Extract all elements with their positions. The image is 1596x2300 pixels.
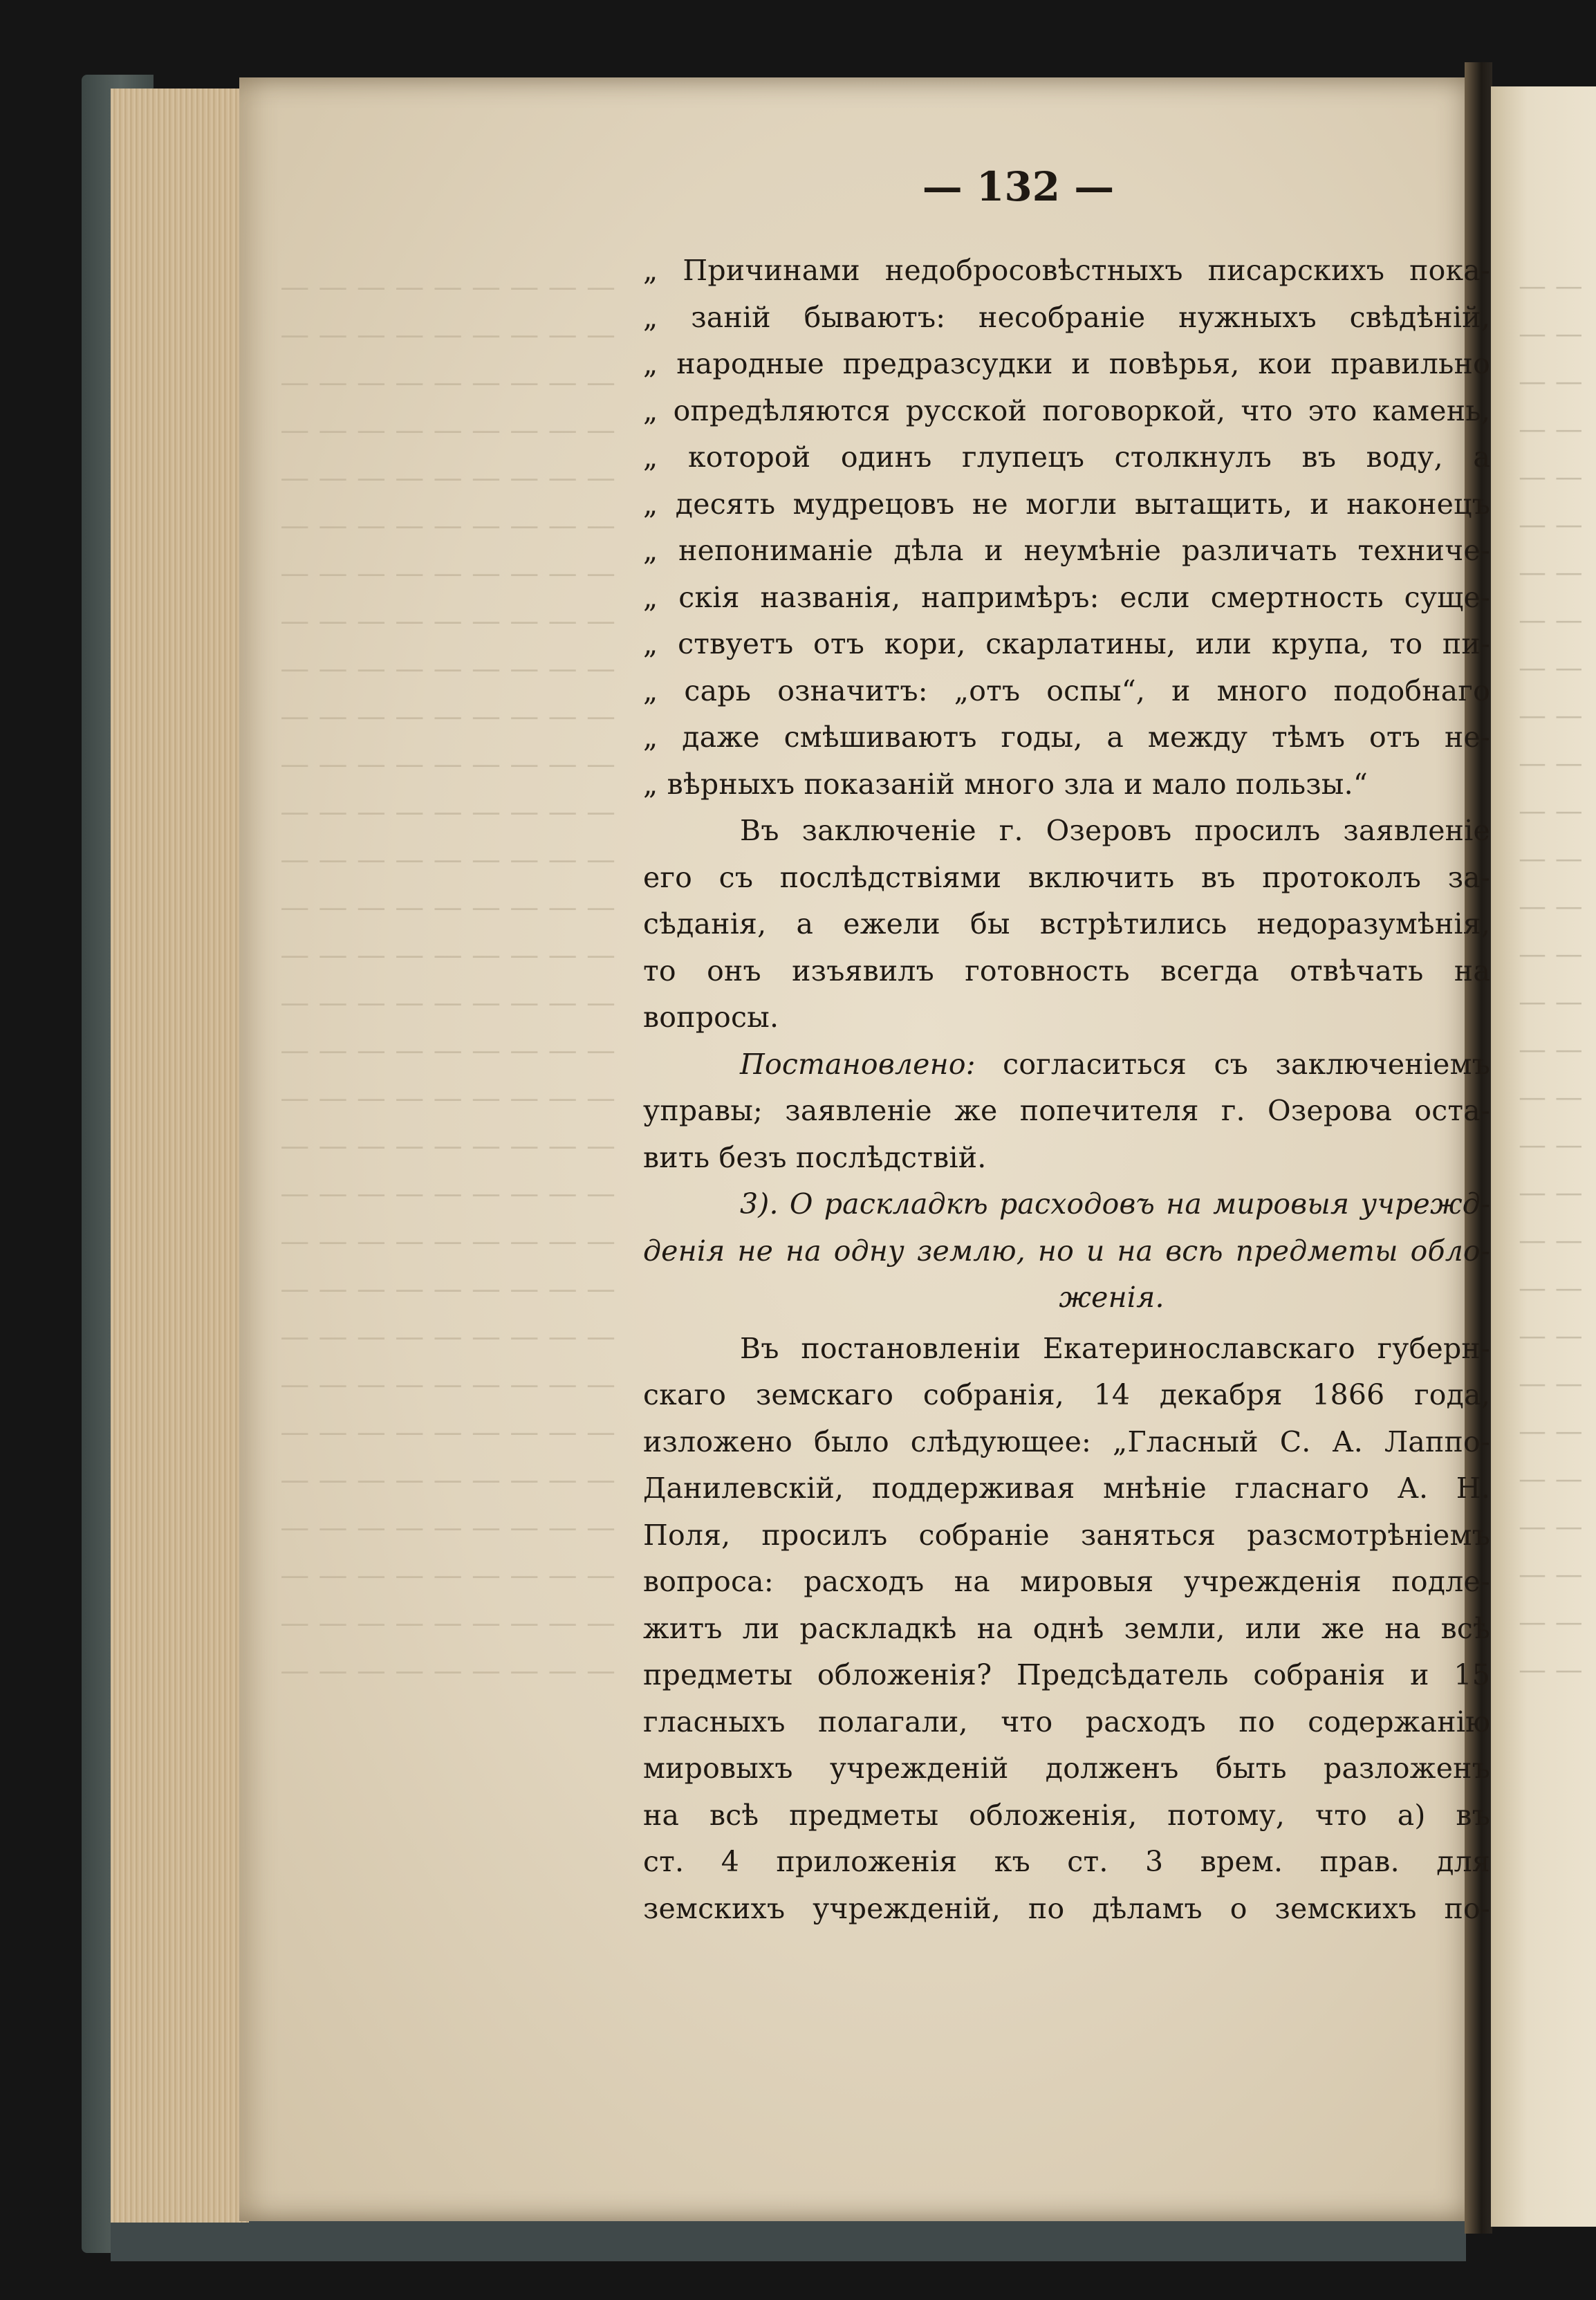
quote-block <box>643 248 1490 808</box>
text-line: гласныхъ полагали, что расходъ по содержанію <box>643 1705 1490 1738</box>
text-line: изложено было слѣдующее: „Гласный С. А. Лаппо- <box>643 1425 1490 1458</box>
text-line: „ десять мудрецовъ не могли вытащить, и наконецъ <box>643 487 1490 521</box>
text-line: вопроса: расходъ на мировыя учрежденія подле- <box>643 1565 1490 1598</box>
text-line: Данилевскій, поддерживая мнѣніе гласнаго А. Н. <box>643 1472 1490 1505</box>
page-edges <box>111 89 249 2223</box>
text-line: „ Причинами недобросовѣстныхъ писарскихъ пока- <box>643 254 1490 287</box>
text-line: Поля, просилъ собраніе заняться разсмотрѣніемъ <box>643 1518 1490 1552</box>
text-line: „ непониманіе дѣла и неумѣніе различать техниче- <box>643 534 1490 567</box>
next-page-bleed-text: — — — — — — — — — — — — — — — — — — — — — — — — — — — — — — — — — — — — — — — — — — — — — — — — — — — — — — — — — — — — <box>1519 270 1583 1686</box>
text-line: управы; заявленіе же попечителя г. Озерова оста- <box>643 1094 1490 1127</box>
text-line: скаго земскаго собранія, 14 декабря 1866 года, <box>643 1378 1490 1411</box>
page-text <box>643 163 1490 1932</box>
text-line: вопросы. <box>643 1001 779 1034</box>
text-line: „ скія названія, напримѣръ: если смертность суще- <box>643 580 1490 614</box>
resolution-text: согласиться съ заключеніемъ <box>975 1047 1490 1081</box>
page-number: — 132 — <box>922 163 1115 210</box>
text-line: Въ заключеніе г. Озеровъ просилъ заявленіе <box>740 814 1490 847</box>
text-line: ст. 4 приложенія къ ст. 3 врем. прав. для <box>643 1845 1490 1878</box>
text-line: житъ ли раскладкѣ на однѣ земли, или же на всѣ <box>643 1611 1490 1645</box>
text-line: на всѣ предметы обложенія, потому, что а) въ <box>643 1798 1490 1832</box>
text-line <box>643 1041 1490 1088</box>
text-line: предметы обложенія? Предсѣдатель собранія и 15 <box>643 1658 1490 1691</box>
resolution-paragraph <box>643 1041 1490 1182</box>
text-line: „ даже смѣшиваютъ годы, а между тѣмъ отъ не- <box>643 721 1490 754</box>
text-line: Въ постановленіи Екатеринославскаго губерн- <box>740 1331 1490 1365</box>
section-heading <box>643 1181 1490 1321</box>
text-line: „ народные предразсудки и повѣрья, кои правильно <box>643 347 1490 380</box>
text-line: „ заній бываютъ: несобраніе нужныхъ свѣдѣній, <box>643 300 1490 334</box>
text-line: „ ствуетъ отъ кори, скарлатины, или крупа, то пи- <box>643 627 1490 660</box>
bleed-through-text: — — — — — — — — — — — — — — — — — — — — — — — — — — — — — — — — — — — — — — — — — — — — — — — — — — — — — — — — — — — — — — — — — — — — — — — — — — — — — — — — — — — — — — — — — — — — — — — — — — — — — — — — — — — — — — — — — — — — — — — — — — — — — — — — — — — — — — — — — — — — — — — — — — — — — — — — — — — — — — — — — — — — — — — — — — — — — — — — — — — — — — — — — — — — — — — — — — — — — — — — — — — — — — — — — — — — — — — — — — — — — — — — — — — — — — — — — — — — — — — — — — — — — — — — — — — — — — — — — — — — — — — — — — — — — — <box>280 270 615 1687</box>
text-line: мировыхъ учрежденій долженъ быть разложенъ <box>643 1752 1490 1785</box>
heading-line: денія не на одну землю, но и на всѣ предметы обло- <box>643 1234 1490 1268</box>
body-paragraph <box>643 1326 1490 1933</box>
text-line: „ вѣрныхъ показаній много зла и мало пользы.“ <box>643 767 1368 801</box>
text-line: „ сарь означитъ: „отъ оспы“, и много подобнаго <box>643 674 1490 707</box>
conclusion-paragraph <box>643 808 1490 1041</box>
text-line: земскихъ учрежденій, по дѣламъ о земскихъ по- <box>643 1891 1490 1925</box>
text-line: вить безъ послѣдствій. <box>643 1140 987 1174</box>
text-line: „ которой одинъ глупецъ столкнулъ въ воду, а <box>643 440 1490 474</box>
resolution-label: Постановлено: <box>740 1047 976 1081</box>
text-line: то онъ изъявилъ готовность всегда отвѣчать на <box>643 954 1490 987</box>
heading-line: 3). О раскладкѣ расходовъ на мировыя учрежд- <box>740 1187 1490 1221</box>
text-line: сѣданія, а ежели бы встрѣтились недоразумѣнія, <box>643 907 1490 940</box>
heading-line: женія. <box>1059 1281 1164 1314</box>
text-line: „ опредѣляются русской поговоркой, что это камень, <box>643 393 1490 427</box>
text-line: его съ послѣдствіями включить въ протоколъ за- <box>643 860 1490 894</box>
